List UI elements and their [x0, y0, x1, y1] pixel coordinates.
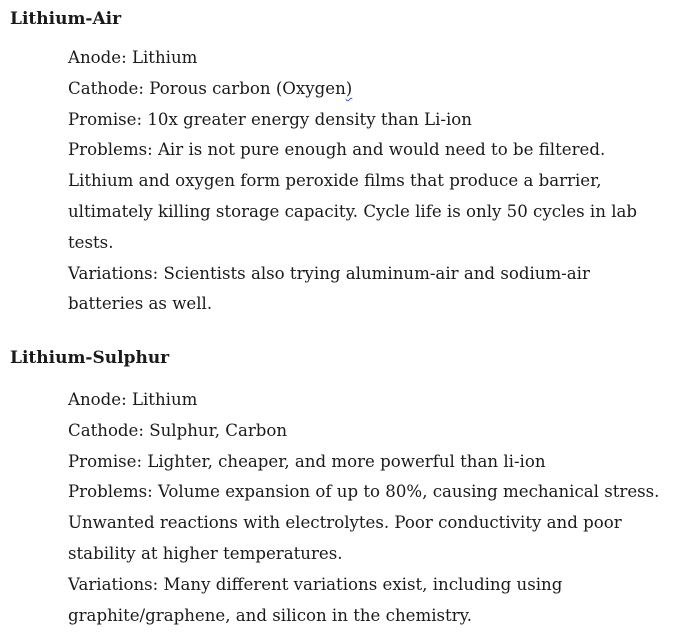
section-heading: Lithium-Air — [10, 9, 122, 29]
problems-line: stability at higher temperatures. — [68, 543, 343, 563]
promise-line: Promise: Lighter, cheaper, and more powerful than li-ion — [68, 451, 546, 471]
cathode-line — [68, 74, 694, 105]
anode-line: Anode: Lithium — [68, 48, 198, 67]
problems-line: Problems: Air is not pure enough and would need to be filtered. — [68, 140, 606, 160]
section-body — [68, 385, 694, 631]
problems-line: Problems: Volume expansion of up to 80%, causing mechanical stress. — [68, 482, 660, 502]
promise-line: Promise: 10x greater energy density than Li-ion — [68, 109, 472, 129]
problems-line: Lithium and oxygen form peroxide films that produce a barrier, — [68, 171, 602, 191]
problems-line: ultimately killing storage capacity. Cycle life is only 50 cycles in lab — [68, 201, 638, 221]
variations-line: batteries as well. — [68, 294, 213, 314]
problems-line: Unwanted reactions with electrolytes. Poor conductivity and poor — [68, 513, 622, 533]
section-body — [68, 43, 694, 320]
anode-line: Anode: Lithium — [68, 390, 198, 409]
variations-line: graphite/graphene, and silicon in the chemistry. — [68, 605, 473, 625]
variations-line: Variations: Scientists also trying aluminum-air and sodium-air — [68, 263, 590, 283]
cathode-text: Cathode: Porous carbon (Oxygen — [68, 78, 346, 98]
spellcheck-marker: ) — [345, 78, 353, 98]
variations-line: Variations: Many different variations exist, including using — [68, 574, 563, 594]
cathode-line: Cathode: Sulphur, Carbon — [68, 420, 288, 440]
problems-line: tests. — [68, 232, 114, 252]
section-heading: Lithium-Sulphur — [10, 348, 170, 368]
